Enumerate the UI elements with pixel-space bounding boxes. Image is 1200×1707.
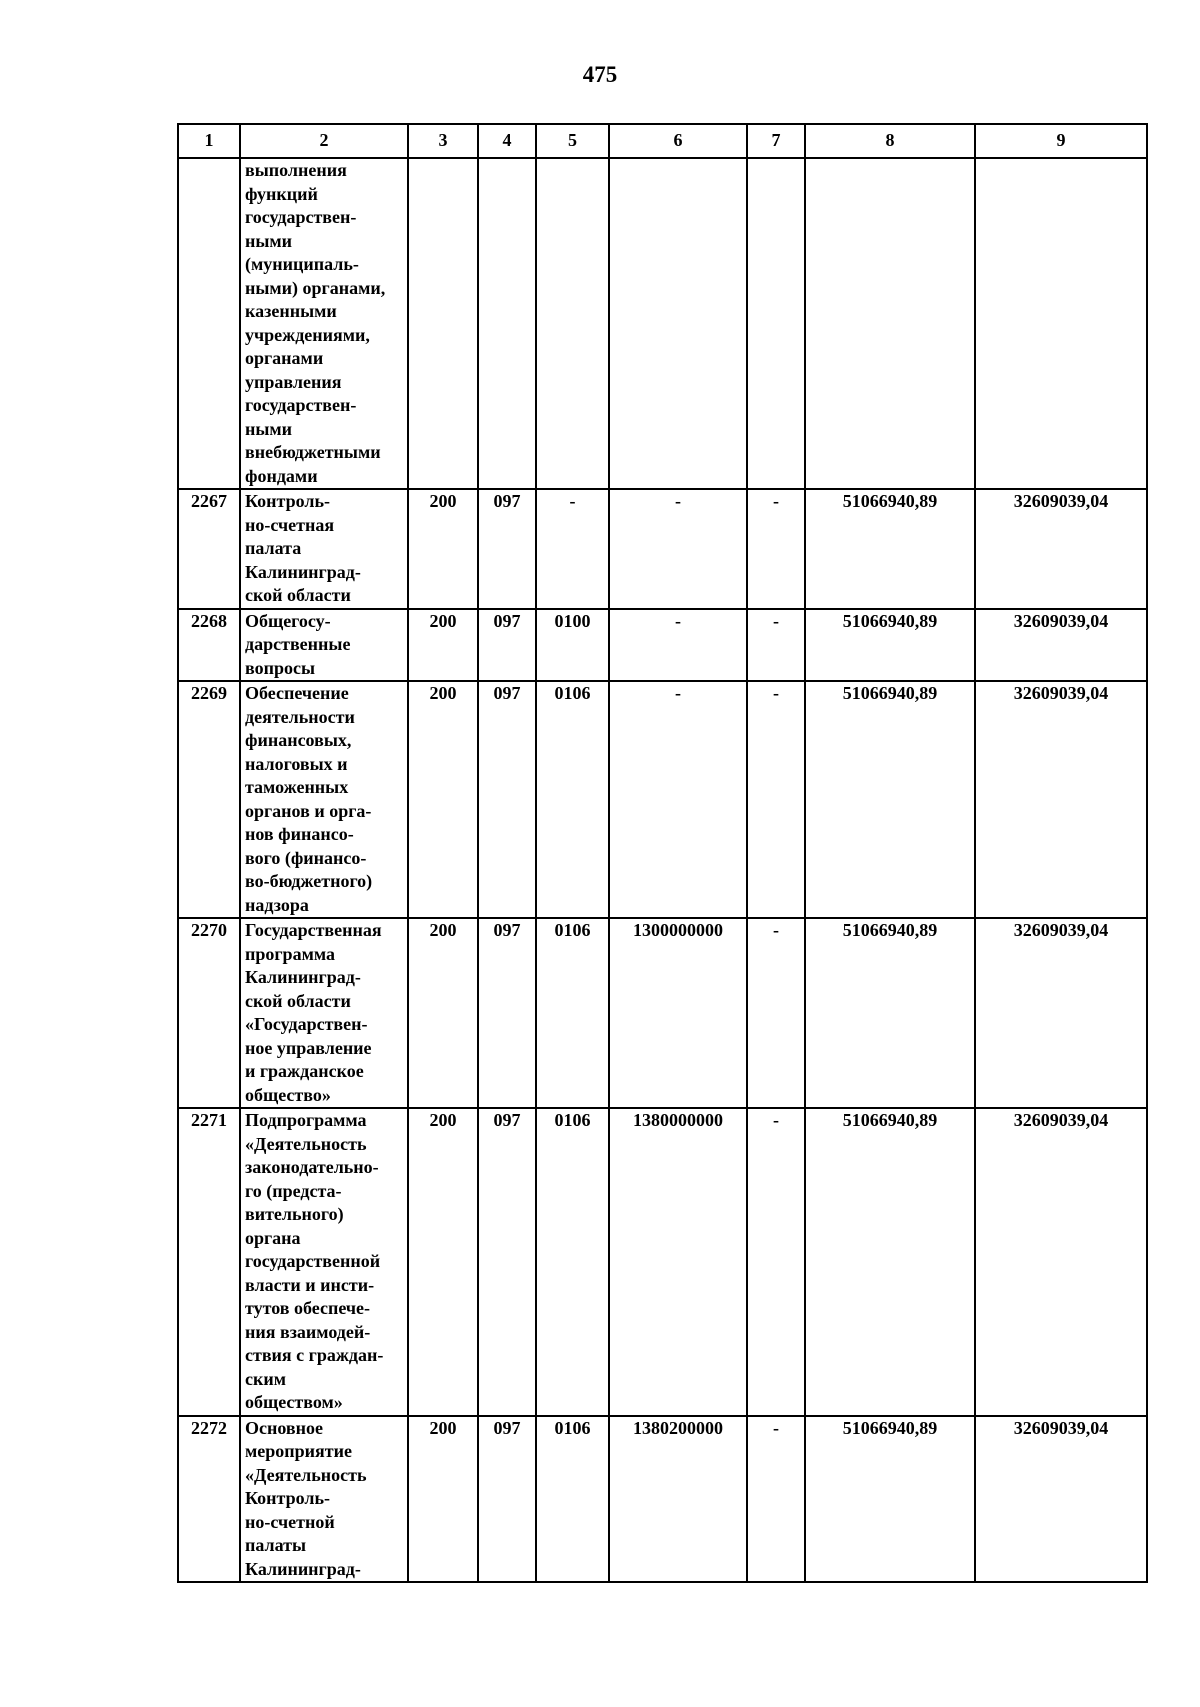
header-cell: 2	[240, 124, 408, 158]
col3-cell: 200	[408, 609, 478, 682]
amount-1-cell: 51066940,89	[805, 681, 975, 918]
description-line: казенными	[245, 301, 337, 321]
description-line: палаты	[245, 1535, 307, 1555]
description-line: ния взаимодей-	[245, 1321, 371, 1342]
description-line: и гражданское	[245, 1061, 364, 1081]
description-line: тутов обеспече-	[245, 1298, 370, 1318]
description-line: вительного)	[245, 1204, 344, 1224]
description-line: палата	[245, 538, 302, 558]
col4-cell: 097	[478, 1108, 536, 1416]
description-line: функций	[245, 183, 318, 204]
row-number-cell: 2270	[178, 918, 240, 1108]
description-cell	[240, 489, 408, 609]
header-cell: 5	[536, 124, 609, 158]
amount-2-cell: 32609039,04	[975, 489, 1147, 609]
amount-1-cell: 51066940,89	[805, 1416, 975, 1583]
description-line: Общегосу-	[245, 610, 331, 631]
description-line: нов финансо-	[245, 824, 354, 844]
row-number-cell: 2267	[178, 489, 240, 609]
description-line: власти и инсти-	[245, 1274, 375, 1295]
col5-cell: 0100	[536, 609, 609, 682]
table-row	[178, 489, 1147, 609]
amount-1-cell: 51066940,89	[805, 489, 975, 609]
col6-cell: -	[609, 681, 747, 918]
col6-cell	[609, 158, 747, 489]
header-cell: 4	[478, 124, 536, 158]
description-line: дарственные	[245, 634, 351, 654]
description-cell	[240, 681, 408, 918]
col7-cell: -	[747, 489, 805, 609]
col6-cell: 1300000000	[609, 918, 747, 1108]
table-header-row	[178, 124, 1147, 158]
col3-cell: 200	[408, 489, 478, 609]
amount-1-cell	[805, 158, 975, 489]
description-line: финансовых,	[245, 730, 352, 750]
header-cell: 7	[747, 124, 805, 158]
col3-cell: 200	[408, 681, 478, 918]
description-line: государственной	[245, 1251, 381, 1271]
description-line: общество»	[245, 1084, 331, 1105]
description-line: (муниципаль-	[245, 254, 359, 274]
col7-cell	[747, 158, 805, 489]
description-line: вопросы	[245, 657, 316, 678]
description-line: Калининград-	[245, 561, 361, 582]
description-line: Калининград-	[245, 967, 361, 987]
description-cell	[240, 1108, 408, 1416]
col3-cell: 200	[408, 918, 478, 1108]
amount-2-cell	[975, 158, 1147, 489]
col4-cell: 097	[478, 609, 536, 682]
description-cell	[240, 158, 408, 489]
col5-cell: 0106	[536, 681, 609, 918]
table-row	[178, 1108, 1147, 1416]
description-line: государствен-	[245, 395, 357, 415]
col6-cell: -	[609, 489, 747, 609]
amount-1-cell: 51066940,89	[805, 609, 975, 682]
row-number-cell: 2271	[178, 1108, 240, 1416]
description-line: государствен-	[245, 207, 357, 227]
col4-cell: 097	[478, 1416, 536, 1583]
description-line: Подпрограмма	[245, 1110, 367, 1130]
table-row	[178, 158, 1147, 489]
col4-cell: 097	[478, 489, 536, 609]
description-line: органов и орга-	[245, 800, 372, 821]
col4-cell: 097	[478, 918, 536, 1108]
col3-cell: 200	[408, 1108, 478, 1416]
description-line: ными) органами,	[245, 277, 386, 298]
col7-cell: -	[747, 1416, 805, 1583]
header-cell: 9	[975, 124, 1147, 158]
table-row	[178, 681, 1147, 918]
description-cell	[240, 918, 408, 1108]
description-line: налоговых и	[245, 753, 348, 774]
description-line: го (предста-	[245, 1180, 342, 1201]
description-line: но-счетной	[245, 1511, 335, 1532]
description-line: ными	[245, 418, 293, 439]
description-line: ским	[245, 1368, 286, 1389]
description-line: фондами	[245, 465, 318, 486]
description-line: Контроль-	[245, 1488, 330, 1508]
description-line: ской области	[245, 990, 351, 1011]
col7-cell: -	[747, 1108, 805, 1416]
col5-cell: 0106	[536, 1416, 609, 1583]
description-cell	[240, 1416, 408, 1583]
row-number-cell: 2268	[178, 609, 240, 682]
description-line: Основное	[245, 1417, 323, 1438]
amount-2-cell: 32609039,04	[975, 1416, 1147, 1583]
description-line: программа	[245, 943, 335, 964]
description-line: «Деятельность	[245, 1464, 367, 1485]
col6-cell: 1380200000	[609, 1416, 747, 1583]
description-line: выполнения	[245, 160, 347, 180]
col3-cell: 200	[408, 1416, 478, 1583]
description-line: во-бюджетного)	[245, 871, 373, 891]
description-line: мероприятие	[245, 1441, 352, 1461]
row-number-cell: 2272	[178, 1416, 240, 1583]
page-number: 475	[582, 62, 618, 87]
header-cell: 1	[178, 124, 240, 158]
amount-2-cell: 32609039,04	[975, 609, 1147, 682]
col7-cell: -	[747, 681, 805, 918]
amount-2-cell: 32609039,04	[975, 681, 1147, 918]
description-line: «Деятельность	[245, 1133, 367, 1154]
col7-cell: -	[747, 918, 805, 1108]
col3-cell	[408, 158, 478, 489]
table-body	[178, 158, 1147, 1582]
amount-2-cell: 32609039,04	[975, 1108, 1147, 1416]
amount-1-cell: 51066940,89	[805, 918, 975, 1108]
row-number-cell	[178, 158, 240, 489]
description-line: Калининград-	[245, 1558, 361, 1579]
amount-2-cell: 32609039,04	[975, 918, 1147, 1108]
col4-cell: 097	[478, 681, 536, 918]
description-line: законодательно-	[245, 1157, 379, 1177]
table-row	[178, 1416, 1147, 1583]
description-line: ской области	[245, 585, 351, 605]
header-cell: 8	[805, 124, 975, 158]
col5-cell	[536, 158, 609, 489]
description-line: но-счетная	[245, 514, 335, 535]
description-line: Контроль-	[245, 491, 330, 511]
description-line: обществом»	[245, 1392, 343, 1412]
description-line: деятельности	[245, 706, 355, 727]
description-line: Государственная	[245, 920, 382, 940]
description-line: органа	[245, 1227, 301, 1248]
col5-cell: -	[536, 489, 609, 609]
header-cell: 6	[609, 124, 747, 158]
description-line: внебюджетными	[245, 442, 381, 462]
description-line: Обеспечение	[245, 683, 349, 703]
col4-cell	[478, 158, 536, 489]
description-line: надзора	[245, 894, 309, 915]
description-line: учреждениями,	[245, 324, 370, 345]
description-line: «Государствен-	[245, 1014, 368, 1034]
description-line: ствия с граждан-	[245, 1345, 384, 1365]
description-cell	[240, 609, 408, 682]
description-line: органами	[245, 348, 324, 368]
col5-cell: 0106	[536, 1108, 609, 1416]
description-line: ными	[245, 230, 293, 251]
description-line: таможенных	[245, 777, 349, 797]
amount-1-cell: 51066940,89	[805, 1108, 975, 1416]
description-line: управления	[245, 371, 342, 392]
description-line: ное управление	[245, 1037, 372, 1058]
budget-table	[177, 123, 1148, 1583]
col6-cell: 1380000000	[609, 1108, 747, 1416]
col7-cell: -	[747, 609, 805, 682]
row-number-cell: 2269	[178, 681, 240, 918]
col5-cell: 0106	[536, 918, 609, 1108]
table-row	[178, 918, 1147, 1108]
col6-cell: -	[609, 609, 747, 682]
table-row	[178, 609, 1147, 682]
header-cell: 3	[408, 124, 478, 158]
description-line: вого (финансо-	[245, 847, 367, 868]
